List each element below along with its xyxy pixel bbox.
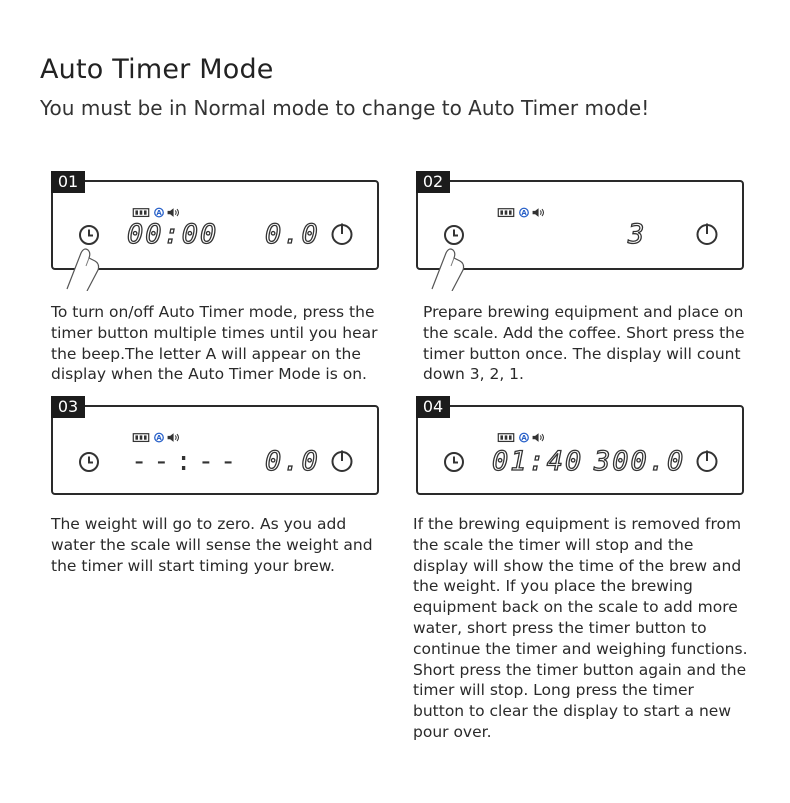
speaker-icon xyxy=(168,433,179,442)
step-number: 04 xyxy=(416,396,450,418)
timer-readout: 00:00 xyxy=(127,219,219,250)
countdown-readout: 3 xyxy=(628,219,647,250)
status-icons xyxy=(494,207,554,219)
power-timer-icon[interactable] xyxy=(330,222,354,246)
step-03-description: The weight will go to zero. As you add water the scale will sense the weight and the timer will start timing your brew. xyxy=(51,515,373,575)
power-timer-icon[interactable] xyxy=(695,222,719,246)
battery-icon xyxy=(133,209,148,217)
step-number: 02 xyxy=(416,171,450,193)
step-01-description: To turn on/off Auto Timer mode, press the timer button multiple times until you hear the beep.The letter A will appear on the display when the Auto Timer Mode is on. xyxy=(51,303,378,384)
status-icons xyxy=(494,432,554,444)
step-04-description: If the brewing equipment is removed from the scale the timer will stop and the display will show the time of the brew and the weight. If you place the brewing equipment back on the scale to add more water, short press the timer button to continue the timer and weighing functions. Short press the timer button again and the timer will stop. Long press the timer button to clear the display to start a new pour over. xyxy=(413,515,748,741)
power-timer-icon[interactable] xyxy=(695,449,719,473)
speaker-icon xyxy=(168,208,179,217)
auto-a-icon xyxy=(520,433,529,442)
scale-display-panel xyxy=(51,405,379,495)
svg-text:A: A xyxy=(521,209,527,218)
weight-readout: 0.0 xyxy=(265,446,320,477)
status-icons xyxy=(129,432,189,444)
auto-a-icon xyxy=(520,208,529,217)
pressing-finger-icon xyxy=(65,235,105,291)
battery-icon xyxy=(133,434,148,442)
timer-readout: --:-- xyxy=(131,446,243,477)
pressing-finger-icon xyxy=(430,235,470,291)
speaker-icon xyxy=(533,208,544,217)
svg-text:A: A xyxy=(156,209,162,218)
battery-icon xyxy=(498,209,513,217)
clock-icon[interactable] xyxy=(78,451,100,473)
battery-icon xyxy=(498,434,513,442)
step-02-description: Prepare brewing equipment and place on the scale. Add the coffee. Short press the timer button once. The display will count down 3, 2, 1. xyxy=(423,303,745,384)
power-timer-icon[interactable] xyxy=(330,449,354,473)
page-title: Auto Timer Mode xyxy=(40,54,274,85)
step-number: 01 xyxy=(51,171,85,193)
speaker-icon xyxy=(533,433,544,442)
auto-a-icon xyxy=(155,208,164,217)
svg-text:A: A xyxy=(156,434,162,443)
timer-readout: 01:40 xyxy=(492,446,584,477)
page-subtitle: You must be in Normal mode to change to Auto Timer mode! xyxy=(40,96,650,120)
clock-icon[interactable] xyxy=(443,451,465,473)
scale-display-panel xyxy=(416,405,744,495)
status-icons xyxy=(129,207,189,219)
weight-readout: 0.0 xyxy=(265,219,320,250)
svg-text:A: A xyxy=(521,434,527,443)
step-number: 03 xyxy=(51,396,85,418)
weight-readout: 300.0 xyxy=(594,446,686,477)
auto-a-icon xyxy=(155,433,164,442)
